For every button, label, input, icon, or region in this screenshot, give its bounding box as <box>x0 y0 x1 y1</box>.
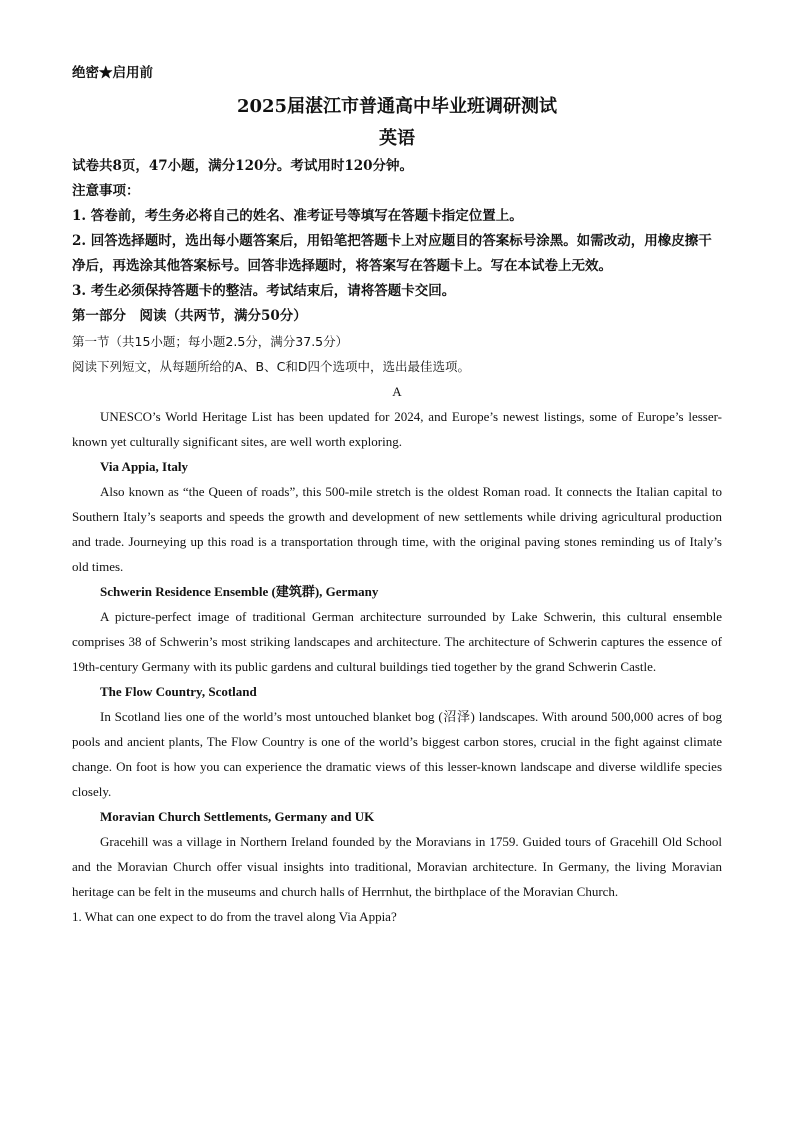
question-1: 1. What can one expect to do from the travel along Via Appia? <box>72 909 397 924</box>
site-text-via-appia: Also known as “the Queen of roads”, this 500-mile stretch is the oldest Roman road. It connects the Italian capital to Southern Italy’s seaports and speeds the growth and development of new settlements while driving agricultural production and trade. Journeying up this road is a transportation through time, with the original paving stones reminding us of Italy’s old times. <box>72 484 722 574</box>
exam-info: 试卷共8页，47小题，满分120分。考试用时120分钟。 <box>72 158 414 174</box>
exam-title: 2025届湛江市普通高中毕业班调研测试 <box>236 96 558 117</box>
subject-title: 英语 <box>379 128 415 149</box>
confidential-label: 绝密★启用前 <box>72 65 153 81</box>
site-text-moravian: Gracehill was a village in Northern Ireland founded by the Moravians in 1759. Guided tours of Gracehill Old School and the Moravian Church offer visual insights into traditional, Moravian architecture. In Germany, the living Moravian heritage can be felt in the museums and church halls of Herrnhut, the birthplace of the Moravian Church. <box>72 834 722 899</box>
site-heading-flow-country: The Flow Country, Scotland <box>100 684 257 699</box>
note-item-3: 3. 考生必须保持答题卡的整洁。考试结束后，请将答题卡交回。 <box>72 283 456 299</box>
passage-intro: UNESCO’s World Heritage List has been updated for 2024, and Europe’s newest listings, some of Europe’s lesser-known yet culturally significant sites, are well worth exploring. <box>72 409 722 449</box>
note-item-2: 2. 回答选择题时，选出每小题答案后，用铅笔把答题卡上对应题目的答案标号涂黑。如需改动，用橡皮擦干净后，再选涂其他答案标号。回答非选择题时，将答案写在答题卡上。写在本试卷上无效。 <box>72 233 712 274</box>
reading-instruction: 阅读下列短文，从每题所给的A、B、C和D四个选项中，选出最佳选项。 <box>72 359 470 374</box>
site-text-schwerin: A picture-perfect image of traditional German architecture surrounded by Lake Schwerin, this cultural ensemble comprises 38 of Schwerin’s most striking landscapes and architecture. The architecture of Schwerin captures the essence of 19th-century Germany with its public gardens and cultural buildings tied together by the grand Schwerin Castle. <box>72 609 722 674</box>
notes-heading: 注意事项： <box>72 183 140 199</box>
part-one-title: 第一部分 阅读（共两节，满分50分） <box>72 308 307 324</box>
site-heading-schwerin: Schwerin Residence Ensemble (建筑群), Germany <box>100 584 379 599</box>
site-text-flow-country: In Scotland lies one of the world’s most untouched blanket bog (沼泽) landscapes. With around 500,000 acres of bog pools and ancient plants, The Flow Country is one of the world’s biggest carbon stores, crucial in the fight against climate change. On foot is how you can experience the dramatic views of this lesser-known landscape and diverse wildlife species closely. <box>72 709 722 799</box>
passage-letter: A <box>392 384 402 399</box>
exam-page <box>72 60 722 929</box>
site-heading-via-appia: Via Appia, Italy <box>100 459 189 474</box>
note-item-1: 1. 答卷前，考生务必将自己的姓名、准考证号等填写在答题卡指定位置上。 <box>72 208 523 224</box>
section-one-title: 第一节（共15小题；每小题2.5分，满分37.5分） <box>72 334 349 349</box>
site-heading-moravian: Moravian Church Settlements, Germany and UK <box>100 809 375 824</box>
